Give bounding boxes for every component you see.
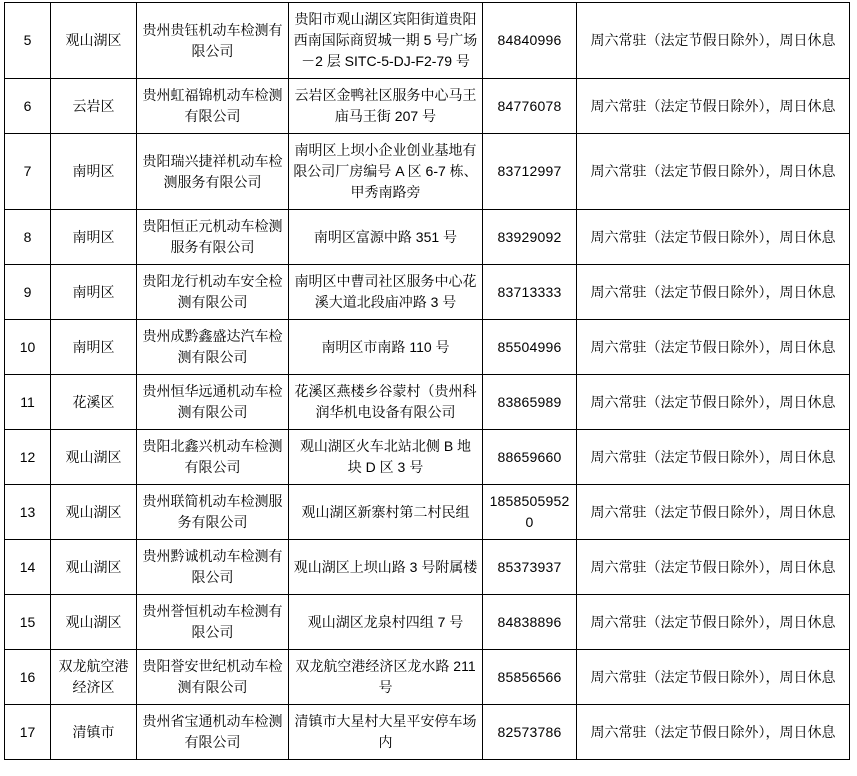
- row-company-cell: 贵州虹福锦机动车检测有限公司: [137, 79, 289, 134]
- row-address-cell: 南明区市南路 110 号: [289, 320, 483, 375]
- table-row: [5, 485, 850, 540]
- table-body: [5, 3, 850, 760]
- row-district-cell: 观山湖区: [51, 3, 137, 79]
- table-row: [5, 210, 850, 265]
- row-district-cell: 南明区: [51, 265, 137, 320]
- table-row: [5, 134, 850, 210]
- row-index-cell: 10: [5, 320, 51, 375]
- row-index-cell: 12: [5, 430, 51, 485]
- row-hours-cell: 周六常驻（法定节假日除外），周日休息: [577, 540, 850, 595]
- row-company-cell: 贵阳龙行机动车安全检测有限公司: [137, 265, 289, 320]
- row-phone-cell: 82573786: [483, 705, 577, 760]
- row-phone-cell: 84838896: [483, 595, 577, 650]
- row-hours-cell: 周六常驻（法定节假日除外），周日休息: [577, 650, 850, 705]
- row-index-cell: 15: [5, 595, 51, 650]
- row-district-cell: 观山湖区: [51, 485, 137, 540]
- row-hours-cell: 周六常驻（法定节假日除外），周日休息: [577, 320, 850, 375]
- row-company-cell: 贵阳誉安世纪机动车检测有限公司: [137, 650, 289, 705]
- row-address-cell: 观山湖区火车北站北侧 B 地块 D 区 3 号: [289, 430, 483, 485]
- row-district-cell: 花溪区: [51, 375, 137, 430]
- row-company-cell: 贵州黔诚机动车检测有限公司: [137, 540, 289, 595]
- row-phone-cell: 84840996: [483, 3, 577, 79]
- table-row: [5, 79, 850, 134]
- row-index-cell: 7: [5, 134, 51, 210]
- row-index-cell: 14: [5, 540, 51, 595]
- row-index-cell: 13: [5, 485, 51, 540]
- row-company-cell: 贵阳北鑫兴机动车检测有限公司: [137, 430, 289, 485]
- row-company-cell: 贵州恒华远通机动车检测有限公司: [137, 375, 289, 430]
- row-company-cell: 贵州省宝通机动车检测有限公司: [137, 705, 289, 760]
- row-index-cell: 8: [5, 210, 51, 265]
- row-hours-cell: 周六常驻（法定节假日除外），周日休息: [577, 134, 850, 210]
- row-index-cell: 6: [5, 79, 51, 134]
- row-phone-cell: 83713333: [483, 265, 577, 320]
- row-address-cell: 观山湖区上坝山路 3 号附属楼: [289, 540, 483, 595]
- row-district-cell: 南明区: [51, 320, 137, 375]
- table-row: [5, 430, 850, 485]
- row-phone-cell: 84776078: [483, 79, 577, 134]
- row-phone-cell: 83929092: [483, 210, 577, 265]
- row-company-cell: 贵州成黔鑫盛达汽车检测有限公司: [137, 320, 289, 375]
- row-phone-cell: 18585059520: [483, 485, 577, 540]
- inspection-stations-table: [4, 2, 850, 760]
- row-company-cell: 贵阳恒正元机动车检测服务有限公司: [137, 210, 289, 265]
- row-company-cell: 贵州誉恒机动车检测有限公司: [137, 595, 289, 650]
- table-row: [5, 3, 850, 79]
- table-row: [5, 650, 850, 705]
- row-hours-cell: 周六常驻（法定节假日除外），周日休息: [577, 485, 850, 540]
- row-address-cell: 南明区中曹司社区服务中心花溪大道北段庙冲路 3 号: [289, 265, 483, 320]
- row-address-cell: 云岩区金鸭社区服务中心马王庙马王街 207 号: [289, 79, 483, 134]
- row-district-cell: 双龙航空港经济区: [51, 650, 137, 705]
- row-address-cell: 双龙航空港经济区龙水路 211 号: [289, 650, 483, 705]
- row-index-cell: 9: [5, 265, 51, 320]
- row-district-cell: 观山湖区: [51, 595, 137, 650]
- table-row: [5, 705, 850, 760]
- row-phone-cell: 85504996: [483, 320, 577, 375]
- row-hours-cell: 周六常驻（法定节假日除外），周日休息: [577, 265, 850, 320]
- row-company-cell: 贵阳瑞兴捷祥机动车检测服务有限公司: [137, 134, 289, 210]
- row-phone-cell: 83712997: [483, 134, 577, 210]
- row-hours-cell: 周六常驻（法定节假日除外），周日休息: [577, 210, 850, 265]
- row-hours-cell: 周六常驻（法定节假日除外），周日休息: [577, 375, 850, 430]
- table-row: [5, 375, 850, 430]
- row-index-cell: 17: [5, 705, 51, 760]
- row-district-cell: 云岩区: [51, 79, 137, 134]
- row-hours-cell: 周六常驻（法定节假日除外），周日休息: [577, 3, 850, 79]
- row-hours-cell: 周六常驻（法定节假日除外），周日休息: [577, 705, 850, 760]
- row-address-cell: 花溪区燕楼乡谷蒙村（贵州科润华机电设备有限公司: [289, 375, 483, 430]
- row-company-cell: 贵州联简机动车检测服务有限公司: [137, 485, 289, 540]
- row-district-cell: 南明区: [51, 210, 137, 265]
- row-hours-cell: 周六常驻（法定节假日除外），周日休息: [577, 595, 850, 650]
- row-phone-cell: 83865989: [483, 375, 577, 430]
- row-hours-cell: 周六常驻（法定节假日除外），周日休息: [577, 79, 850, 134]
- table-row: [5, 540, 850, 595]
- row-index-cell: 11: [5, 375, 51, 430]
- row-phone-cell: 85856566: [483, 650, 577, 705]
- row-address-cell: 清镇市大星村大星平安停车场内: [289, 705, 483, 760]
- row-phone-cell: 85373937: [483, 540, 577, 595]
- row-district-cell: 观山湖区: [51, 430, 137, 485]
- row-index-cell: 16: [5, 650, 51, 705]
- row-index-cell: 5: [5, 3, 51, 79]
- table-row: [5, 320, 850, 375]
- row-address-cell: 南明区上坝小企业创业基地有限公司厂房编号 A 区 6-7 栋、甲秀南路旁: [289, 134, 483, 210]
- row-district-cell: 观山湖区: [51, 540, 137, 595]
- row-hours-cell: 周六常驻（法定节假日除外），周日休息: [577, 430, 850, 485]
- row-address-cell: 南明区富源中路 351 号: [289, 210, 483, 265]
- table-row: [5, 265, 850, 320]
- row-address-cell: 观山湖区龙泉村四组 7 号: [289, 595, 483, 650]
- row-address-cell: 观山湖区新寨村第二村民组: [289, 485, 483, 540]
- table-row: [5, 595, 850, 650]
- row-phone-cell: 88659660: [483, 430, 577, 485]
- row-district-cell: 清镇市: [51, 705, 137, 760]
- row-company-cell: 贵州贵钰机动车检测有限公司: [137, 3, 289, 79]
- row-address-cell: 贵阳市观山湖区宾阳街道贵阳西南国际商贸城一期 5 号广场－2 层 SITC-5-DJ-F2-79 号: [289, 3, 483, 79]
- row-district-cell: 南明区: [51, 134, 137, 210]
